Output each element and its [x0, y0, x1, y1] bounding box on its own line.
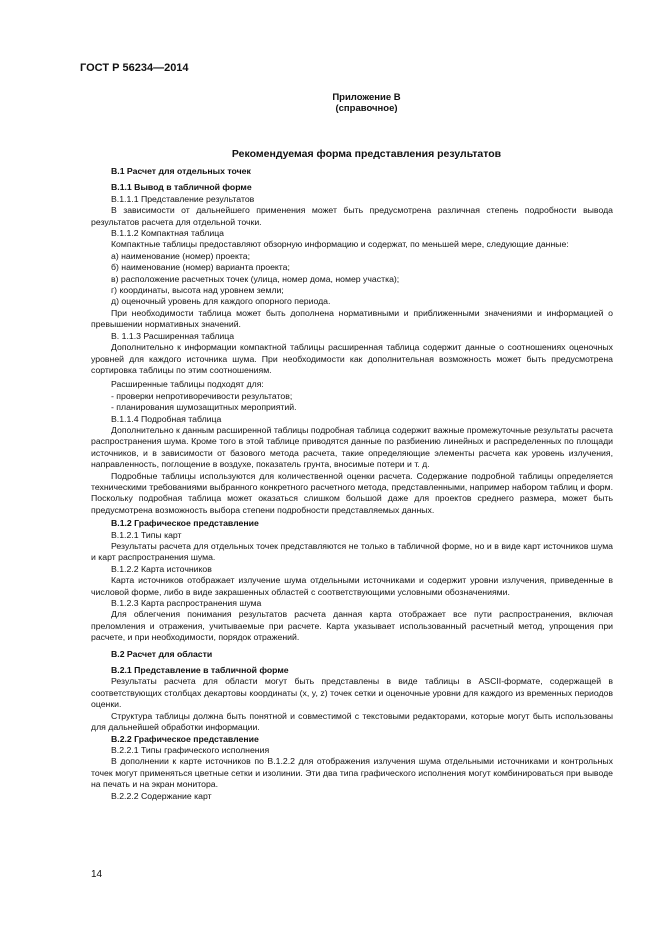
- subsection-heading: В.1.2.2 Карта источников: [111, 563, 212, 574]
- subsection-heading: В.1.2.3 Карта распространения шума: [111, 598, 262, 609]
- list-item: а) наименование (номер) проекта;: [111, 250, 250, 261]
- list-item: - планирования шумозащитных мероприятий.: [111, 402, 297, 413]
- list-item: в) расположение расчетных точек (улица, номер дома, номер участка);: [111, 273, 400, 284]
- section-heading: В.1.2 Графическое представление: [111, 518, 259, 529]
- subsection-heading: В.2.2.1 Типы графического исполнения: [111, 744, 270, 755]
- list-item: б) наименование (номер) варианта проекта;: [111, 262, 290, 273]
- list-item: г) координаты, высота над уровнем земли;: [111, 285, 284, 296]
- subsection-heading: В.1.1.2 Компактная таблица: [111, 228, 224, 239]
- paragraph: Результаты расчета для отдельных точек представляются не только в табличной форме, но и в виде карт источников шума и карт распространения шума.: [91, 541, 613, 563]
- section-heading: В.2.1 Представление в табличной форме: [111, 665, 289, 676]
- paragraph: Карта источников отображает излучение шума отдельными источниками и содержит уровни излучения, приведенные в числовой форме, либо в виде закрашенных областей с соответствующими условными обозначениями.: [91, 575, 613, 597]
- paragraph: Дополнительно к информации компактной таблицы расширенная таблица содержит данные о соотношениях оценочных уровней для каждого источника шума. При необходимости как дополнительная возможность может быть предусмотрена сортировка таблицы по этим соотношениям.: [91, 342, 613, 375]
- subsection-heading: В. 1.1.3 Расширенная таблица: [111, 330, 235, 341]
- page-number: 14: [91, 869, 103, 880]
- document-body: [91, 166, 613, 802]
- subsection-heading: В.1.2.1 Типы карт: [111, 529, 182, 540]
- paragraph: Результаты расчета для области могут быть представлены в виде таблицы в ASCII-формате, содержащей в соответствующих столбцах декартовы координаты (x, y, z) точек сетки и оценочные уровни для каждого из временных периодов оценки.: [91, 676, 613, 710]
- paragraph: В зависимости от дальнейшего применения может быть предусмотрена различная степень подробности вывода результатов расчета для отдельной точки.: [91, 205, 613, 227]
- list-item: д) оценочный уровень для каждого опорного периода.: [111, 296, 331, 307]
- subsection-heading: В.2.2.2 Содержание карт: [111, 790, 212, 801]
- section-heading: В.2.2 Графическое представление: [111, 733, 259, 744]
- paragraph: Для облегчения понимания результатов расчета данная карта отображает все пути распространения, включая преломления и отражения, учитываемые при расчете. Карта указывает использованный расчетный метод, упрощения при расчете, и при необходимости, порядок отражений.: [91, 609, 613, 643]
- paragraph: Расширенные таблицы подходят для:: [111, 379, 264, 390]
- standard-code: ГОСТ Р 56234—2014: [80, 62, 189, 74]
- subsection-heading: В.1.1.1 Представление результатов: [111, 193, 255, 204]
- list-item: - проверки непротиворечивости результатов;: [111, 390, 293, 401]
- paragraph: Компактные таблицы предоставляют обзорную информацию и содержат, по меньшей мере, следующие данные:: [111, 239, 569, 250]
- paragraph: Подробные таблицы используются для количественной оценки расчета. Содержание подробной таблицы определяется техническими требованиями выбранного конкретного расчетного метода, представленными, например набором таблиц и форм. Поскольку подробная таблица может оказаться слишком большой даже для проектов среднего размера, может быть предусмотрена возможность выбора степени подробности представляемых данных.: [91, 470, 613, 515]
- subsection-heading: В.1.1.4 Подробная таблица: [111, 413, 222, 424]
- paragraph: При необходимости таблица может быть дополнена нормативными и приближенными значениями и информацией о превышении нормативных значений.: [91, 307, 613, 330]
- page-title: Рекомендуемая форма представления результатов: [231, 148, 502, 160]
- annex-type: (справочное): [335, 103, 398, 114]
- annex-title: Приложение В: [332, 92, 401, 103]
- section-heading: В.1 Расчет для отдельных точек: [111, 166, 251, 176]
- paragraph: Структура таблицы должна быть понятной и совместимой с текстовыми редакторами, которые могут быть использованы для дальнейшей обработки информации.: [91, 710, 613, 733]
- paragraph: В дополнении к карте источников по В.1.2.2 для отображения излучения шума отдельными источниками и контрольных точек могут применяться цветные сетки и изолинии. Эти два типа графического исполнения могут комбинироваться при выводе на печать и на экран монитора.: [91, 756, 613, 790]
- section-heading: В.2 Расчет для области: [111, 648, 213, 659]
- paragraph: Дополнительно к данным расширенной таблицы подробная таблица содержит важные промежуточные результаты расчета распространения шума. Кроме того в этой таблице приводятся данные по разбиению линейных и распределенных по площади источников, и в зависимости от базового метода расчета, такие определяющие элементы расчета как уровень излучения, направленность, поглощение в воздухе, показатель грунта, вносимые потери и т. д.: [91, 424, 613, 470]
- section-heading: В.1.1 Вывод в табличной форме: [111, 182, 252, 193]
